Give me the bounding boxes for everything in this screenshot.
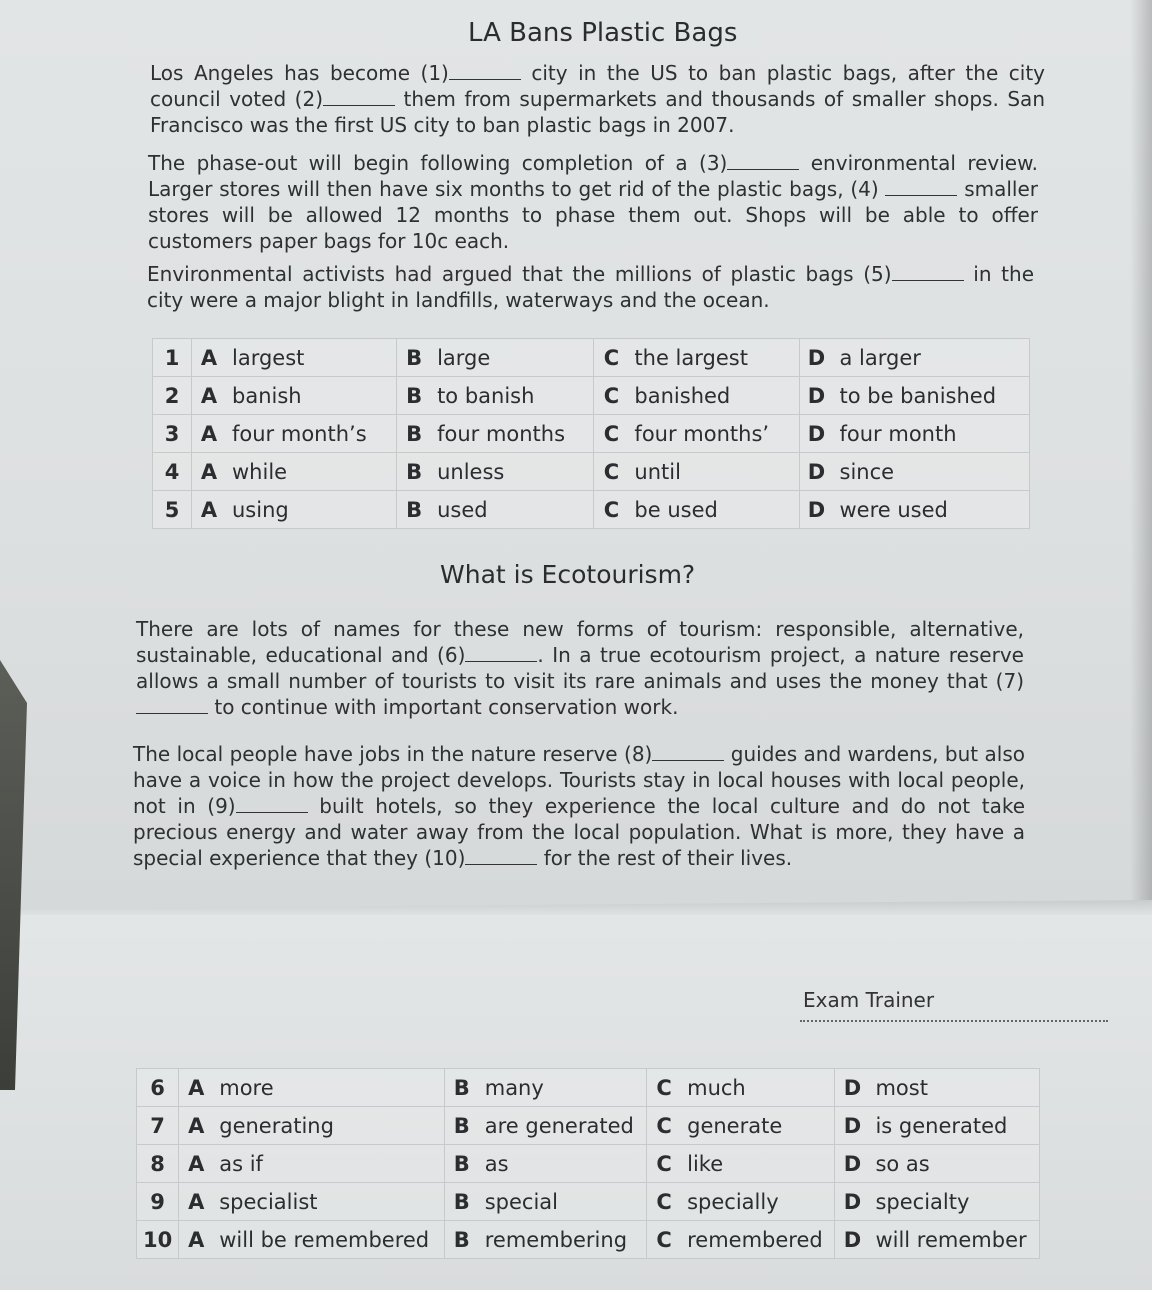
option-a[interactable]: four month’s: [226, 415, 397, 453]
option-c[interactable]: like: [681, 1145, 835, 1183]
option-letter-d: D: [835, 1183, 870, 1221]
blank-5: [892, 262, 964, 281]
question-number: 8: [137, 1145, 179, 1183]
option-b[interactable]: used: [431, 491, 594, 529]
option-letter-b: B: [444, 1221, 479, 1259]
question-number: 2: [153, 377, 192, 415]
option-a[interactable]: will be remembered: [213, 1221, 444, 1259]
option-letter-a: A: [192, 453, 227, 491]
option-c[interactable]: banished: [628, 377, 799, 415]
blank-10: [465, 846, 537, 865]
question-number: 9: [137, 1183, 179, 1221]
option-row: [137, 1069, 1040, 1107]
option-letter-b: B: [397, 491, 432, 529]
option-c[interactable]: specially: [681, 1183, 835, 1221]
section1-paragraph-3: Environmental activists had argued that the millions of plastic bags (5) in the city were a major blight in landfills, waterways and the ocean.: [147, 262, 1034, 312]
option-letter-b: B: [444, 1145, 479, 1183]
option-row: [153, 491, 1030, 529]
blank-8: [652, 742, 724, 761]
option-b[interactable]: four months: [431, 415, 594, 453]
question-number: 1: [153, 339, 192, 377]
option-a[interactable]: while: [226, 453, 397, 491]
option-letter-b: B: [444, 1183, 479, 1221]
option-d[interactable]: since: [834, 453, 1030, 491]
option-letter-c: C: [647, 1221, 682, 1259]
option-c[interactable]: four months’: [628, 415, 799, 453]
option-letter-a: A: [192, 415, 227, 453]
section2-paragraph-1: There are lots of names for these new forms of tourism: responsible, alternative, sustainable, educational and (6) . In a true ecotourism project, a nature reserve allows a small number of tourists to visit its rare animals and uses the money that (7) to continue with important conservation work.: [136, 617, 1024, 719]
option-a[interactable]: generating: [213, 1107, 444, 1145]
exam-trainer-dotted-line: [800, 1020, 1108, 1022]
option-letter-a: A: [192, 491, 227, 529]
blank-9: [236, 794, 308, 813]
option-letter-a: A: [179, 1221, 214, 1259]
option-d[interactable]: four month: [834, 415, 1030, 453]
option-c[interactable]: remembered: [681, 1221, 835, 1259]
section2-options-table: [136, 1068, 1040, 1259]
option-c[interactable]: the largest: [628, 339, 799, 377]
question-number: 6: [137, 1069, 179, 1107]
section2-title: What is Ecotourism?: [440, 560, 696, 589]
option-letter-b: B: [444, 1107, 479, 1145]
option-row: [137, 1145, 1040, 1183]
option-d[interactable]: were used: [834, 491, 1030, 529]
option-a[interactable]: specialist: [213, 1183, 444, 1221]
question-number: 4: [153, 453, 192, 491]
option-letter-c: C: [594, 377, 629, 415]
blank-2: [323, 87, 395, 106]
option-letter-d: D: [799, 415, 834, 453]
option-b[interactable]: to banish: [431, 377, 594, 415]
question-number: 3: [153, 415, 192, 453]
option-b[interactable]: many: [479, 1069, 647, 1107]
option-letter-c: C: [647, 1069, 682, 1107]
option-letter-a: A: [179, 1183, 214, 1221]
option-d[interactable]: most: [869, 1069, 1039, 1107]
option-a[interactable]: more: [213, 1069, 444, 1107]
exam-trainer-label: Exam Trainer: [803, 988, 935, 1012]
option-row: [153, 415, 1030, 453]
option-d[interactable]: a larger: [834, 339, 1030, 377]
section1-paragraph-2: The phase-out will begin following completion of a (3) environmental review. Larger stores will then have six months to get rid of the plastic bags, (4) smaller stores will be allowed 12 months to phase them out. Shops will be able to offer customers paper bags for 10c each.: [148, 151, 1039, 253]
blank-7: [136, 695, 208, 714]
option-letter-a: A: [192, 377, 227, 415]
option-row: [153, 377, 1030, 415]
option-letter-d: D: [799, 339, 834, 377]
option-letter-d: D: [835, 1069, 870, 1107]
option-b[interactable]: are generated: [479, 1107, 647, 1145]
section1-options-table: [152, 338, 1030, 529]
option-letter-a: A: [192, 339, 227, 377]
option-d[interactable]: so as: [869, 1145, 1039, 1183]
option-letter-d: D: [835, 1145, 870, 1183]
option-letter-a: A: [179, 1145, 214, 1183]
option-letter-c: C: [594, 453, 629, 491]
option-letter-b: B: [397, 453, 432, 491]
option-c[interactable]: much: [681, 1069, 835, 1107]
option-b[interactable]: remembering: [479, 1221, 647, 1259]
option-letter-b: B: [397, 377, 432, 415]
option-letter-a: A: [179, 1107, 214, 1145]
option-letter-d: D: [799, 491, 834, 529]
option-c[interactable]: until: [628, 453, 799, 491]
section1-title: LA Bans Plastic Bags: [468, 18, 738, 48]
question-number: 5: [153, 491, 192, 529]
option-b[interactable]: as: [479, 1145, 647, 1183]
option-row: [153, 339, 1030, 377]
option-a[interactable]: largest: [226, 339, 397, 377]
option-letter-d: D: [835, 1107, 870, 1145]
blank-4: [885, 177, 957, 196]
option-a[interactable]: using: [226, 491, 397, 529]
option-c[interactable]: generate: [681, 1107, 835, 1145]
option-letter-c: C: [594, 415, 629, 453]
option-d[interactable]: will remember: [869, 1221, 1039, 1259]
option-row: [137, 1107, 1040, 1145]
option-a[interactable]: banish: [226, 377, 397, 415]
option-letter-c: C: [647, 1183, 682, 1221]
blank-3: [727, 151, 799, 170]
option-letter-b: B: [444, 1069, 479, 1107]
option-d[interactable]: specialty: [869, 1183, 1039, 1221]
option-b[interactable]: large: [431, 339, 594, 377]
option-row: [153, 453, 1030, 491]
option-b[interactable]: special: [479, 1183, 647, 1221]
blank-1: [449, 61, 521, 80]
option-letter-b: B: [397, 339, 432, 377]
option-letter-a: A: [179, 1069, 214, 1107]
blank-6: [465, 643, 537, 662]
option-letter-c: C: [647, 1107, 682, 1145]
section1-paragraph-1: Los Angeles has become (1) city in the US to ban plastic bags, after the city council voted (2) them from supermarkets and thousands of smaller shops. San Francisco was the first US city to ban plastic bags in 2007.: [150, 61, 1045, 137]
option-b[interactable]: unless: [431, 453, 594, 491]
option-row: [137, 1221, 1040, 1259]
option-letter-d: D: [799, 377, 834, 415]
option-letter-d: D: [799, 453, 834, 491]
option-letter-b: B: [397, 415, 432, 453]
option-letter-c: C: [594, 491, 629, 529]
option-d[interactable]: is generated: [869, 1107, 1039, 1145]
option-row: [137, 1183, 1040, 1221]
option-a[interactable]: as if: [213, 1145, 444, 1183]
option-letter-d: D: [835, 1221, 870, 1259]
section2-paragraph-2: The local people have jobs in the nature reserve (8) guides and wardens, but also have a voice in how the project develops. Tourists stay in local houses with local people, not in (9) built hotels, so they experience the local culture and do not take precious energy and water away from the local population. What is more, they have a special experience that they (10) for the rest of their lives.: [133, 742, 1026, 870]
option-letter-c: C: [594, 339, 629, 377]
option-letter-c: C: [647, 1145, 682, 1183]
question-number: 7: [137, 1107, 179, 1145]
question-number: 10: [137, 1221, 179, 1259]
option-c[interactable]: be used: [628, 491, 799, 529]
option-d[interactable]: to be banished: [834, 377, 1030, 415]
